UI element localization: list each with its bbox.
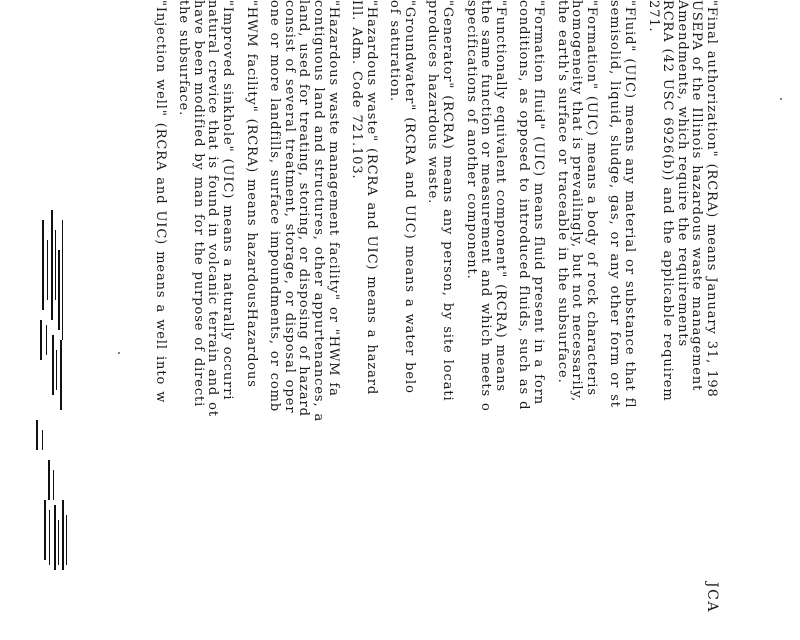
text-line: "Improved sinkhole" (UIC) means a naturally occurri xyxy=(219,0,235,401)
definition-paragraph xyxy=(387,0,416,640)
scan-speck xyxy=(780,98,782,100)
definition-paragraph xyxy=(267,0,340,640)
text-line: "HWM facility" (RCRA) means hazardousHazardous xyxy=(243,0,259,388)
definition-paragraph xyxy=(463,0,507,640)
definition-paragraph xyxy=(516,0,545,640)
text-line: the earth's surface or traceable in the subsurface. xyxy=(554,0,570,384)
text-line: RCRA (42 USC 6926(b)) and the applicable requirem xyxy=(660,0,676,402)
definitions-text xyxy=(143,0,726,640)
text-line: homogeneity that is prevailingly, but not necessarily, xyxy=(569,0,585,403)
text-line: consist of several treatment, storage, or disposal oper xyxy=(281,0,297,414)
text-line: conditions, as opposed to introduced fluids, such as d xyxy=(516,0,532,411)
text-line: contiguous land and structures, other appurtenances, a xyxy=(310,0,326,423)
text-line: one or more landfills, surface impoundments, or comb xyxy=(267,0,283,413)
text-line: USEPA of the Illinois hazardous waste management xyxy=(689,0,705,392)
text-line: natural crevice that is found in volcanic terrain and ot xyxy=(205,0,221,418)
definition-paragraph xyxy=(176,0,234,640)
definition-paragraph xyxy=(349,0,378,640)
text-line: "Formation fluid" (UIC) means fluid present in a forn xyxy=(531,0,547,406)
text-line: "Generator" (RCRA) means any person, by site locati xyxy=(440,0,456,402)
text-line: "Hazardous waste" (RCRA and UIC) means a hazard xyxy=(363,0,379,396)
definition-paragraph xyxy=(554,0,598,640)
text-line: 271. xyxy=(645,0,661,33)
text-line: Amendments, which require the requirements xyxy=(674,0,690,348)
text-line: "Hazardous waste management facility" or "HWM fa xyxy=(325,0,341,397)
definition-paragraph xyxy=(243,0,258,640)
definition-paragraph xyxy=(607,0,636,640)
text-line: land, used for treating, storing, or disposing of hazard xyxy=(296,0,312,417)
barcode-margin-mark xyxy=(22,200,72,580)
text-line: "Formation" (UIC) means a body of rock characteris xyxy=(583,0,599,396)
definition-paragraph xyxy=(425,0,454,640)
running-header: JCA xyxy=(704,582,720,613)
text-line: "Groundwater" (RCRA and UIC) means a water belo xyxy=(401,0,417,394)
text-line: "Functionally equivalent component" (RCRA) means xyxy=(492,0,508,392)
text-line: specifications of another component. xyxy=(463,0,479,280)
text-line: produces hazardous waste. xyxy=(425,0,441,205)
text-line: Ill. Adm. Code 721.103. xyxy=(349,0,365,180)
text-line: the same function or measurement and which meets o xyxy=(478,0,494,412)
rotated-document-page xyxy=(152,0,726,618)
text-line: "Fluid" (UIC) means any material or substance that fl xyxy=(622,0,638,409)
text-line: semisolid, liquid, sludge, gas, or any other form or st xyxy=(607,0,623,408)
text-line: "Final authorization" (RCRA) means January 31, 198 xyxy=(704,0,719,398)
text-line: "Injection well" (RCRA and UIC) means a well into w xyxy=(152,0,168,404)
text-line: of saturation. xyxy=(387,0,403,103)
text-line: have been modified by man for the purpose of directi xyxy=(190,0,206,408)
definition-paragraph xyxy=(152,0,167,640)
scan-speck xyxy=(118,352,120,354)
barcode-graphic xyxy=(22,200,72,580)
definition-paragraph xyxy=(645,0,718,640)
text-line: the subsurface. xyxy=(176,0,192,117)
